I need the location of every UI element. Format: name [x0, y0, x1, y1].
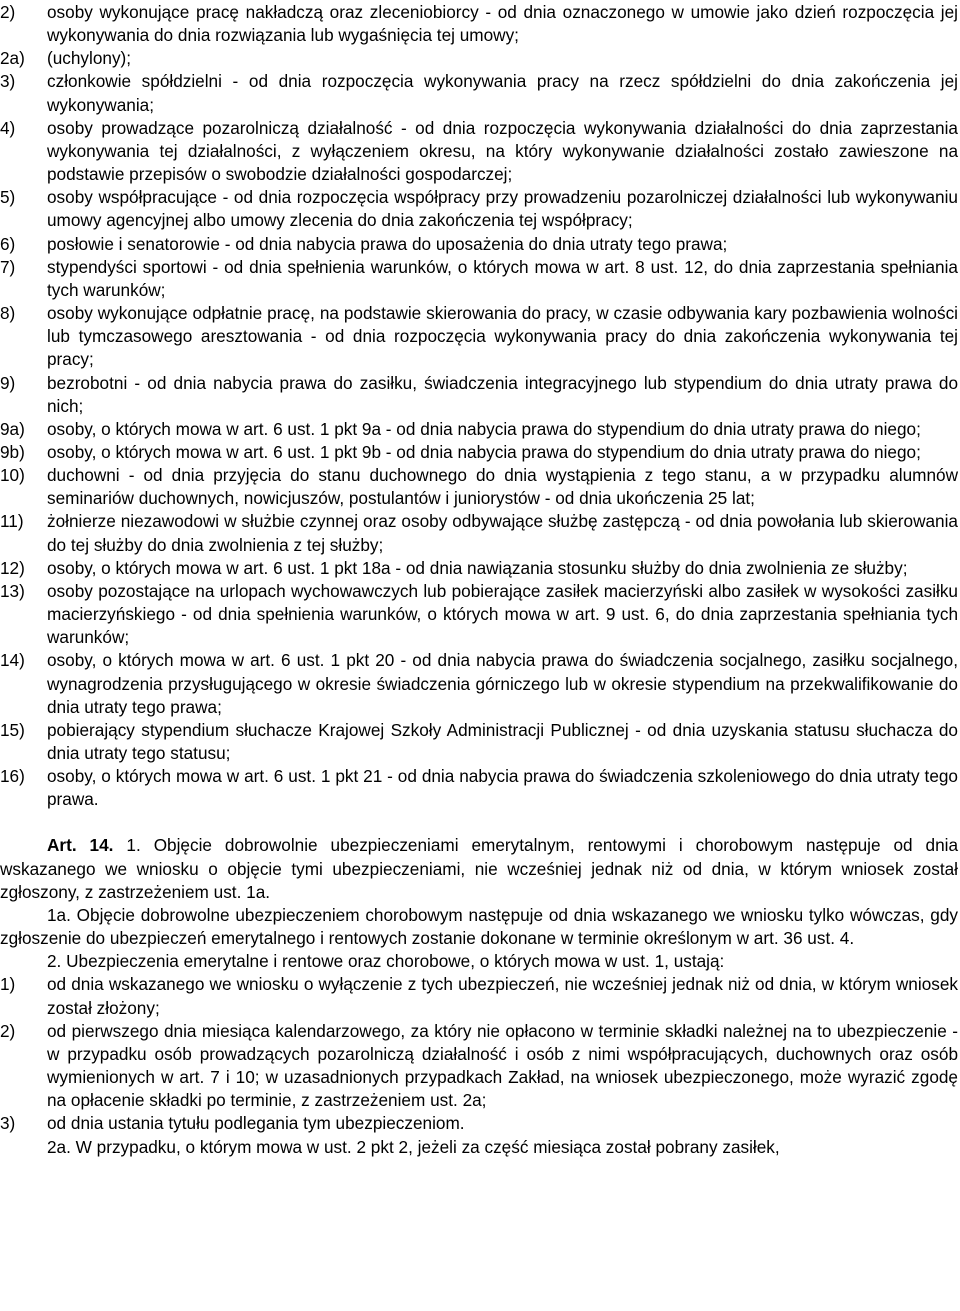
list-item: [0, 510, 960, 556]
item-number: 1): [0, 974, 16, 995]
item-text: członkowie spółdzielni - od dnia rozpoczęcia wykonywania pracy na rzecz spółdzielni do dnia zakończenia jej wykonywania;: [47, 71, 958, 115]
list-item: [0, 580, 960, 649]
item-text: (uchylony);: [47, 48, 132, 69]
paragraph-spacer: [0, 811, 960, 834]
list-item: [0, 256, 960, 302]
list-b: [0, 973, 960, 1135]
item-number: 2): [0, 2, 16, 22]
item-number: 5): [0, 187, 16, 208]
item-number: 2): [0, 1020, 16, 1041]
item-number: 3): [0, 1113, 16, 1134]
item-text: od dnia ustania tytułu podlegania tym ubezpieczeniom.: [47, 1113, 465, 1134]
list-item: [0, 765, 960, 811]
item-number: 14): [0, 650, 25, 671]
item-text: od dnia wskazanego we wniosku o wyłączenie z tych ubezpieczeń, nie wcześniej jednak niż od dnia, w którym wniosek został złożony;: [47, 974, 958, 1018]
list-item: [0, 649, 960, 718]
item-text: osoby wykonujące odpłatnie pracę, na podstawie skierowania do pracy, w czasie odbywania kary pozbawienia wolności lub tymczasowego aresztowania - od dnia rozpoczęcia wykonywania pracy do dnia zakończenia wykonywania tej pracy;: [47, 303, 958, 370]
item-text: osoby, o których mowa w art. 6 ust. 1 pkt 18a - od dnia nawiązania stosunku służby do dnia zwolnienia ze służby;: [47, 557, 908, 578]
list-item: [0, 302, 960, 371]
list-item: [0, 372, 960, 418]
item-number: 15): [0, 719, 25, 740]
item-text: żołnierze niezawodowi w służbie czynnej oraz osoby odbywające służbę zastępczą - od dnia powołania lub skierowania do tej służby do dnia zwolnienia z tej służby;: [47, 511, 958, 555]
item-number: 9b): [0, 441, 25, 462]
list-item: [0, 719, 960, 765]
item-number: 6): [0, 233, 16, 254]
list-item: [0, 186, 960, 232]
article-heading: Art. 14.: [47, 835, 114, 856]
item-text: stypendyści sportowi - od dnia spełnienia warunków, o których mowa w art. 8 ust. 12, do dnia zaprzestania spełniania tych warunków;: [47, 256, 958, 300]
list-item: [0, 464, 960, 510]
list-item: [0, 973, 960, 1019]
item-text: od pierwszego dnia miesiąca kalendarzowego, za który nie opłacono w terminie składki należnej na to ubezpieczenie - w przypadku osób prowadzących pozarolniczą działalność i osób z nimi współpracujących, duchownych oraz osób wymienionych w art. 7 i 10; w uzasadnionych przypadkach Zakład, na wniosek ubezpieczonego, może wyrazić zgodę na opłacenie składki po terminie, z zastrzeżeniem ust. 2a;: [47, 1020, 958, 1111]
item-text: osoby, o których mowa w art. 6 ust. 1 pkt 9b - od dnia nabycia prawa do stypendium do dnia utraty prawa do niego;: [47, 441, 921, 462]
list-item: [0, 1020, 960, 1113]
list-item: [0, 1, 960, 47]
list-item: [0, 233, 960, 256]
item-text: duchowni - od dnia przyjęcia do stanu duchownego do dnia wystąpienia z tego stanu, a w przypadku alumnów seminariów duchownych, nowicjuszów, postulantów i juniorystów - od dnia ukończenia 25 lat;: [47, 465, 958, 509]
item-number: 2a): [0, 48, 25, 69]
item-number: 4): [0, 117, 16, 138]
item-text: osoby, o których mowa w art. 6 ust. 1 pkt 20 - od dnia nabycia prawa do świadczenia socjalnego, zasiłku socjalnego, wynagrodzenia przysługującego w okresie świadczenia górniczego lub w okresie stypendium na przekwalifikowanie do dnia utraty tego prawa;: [47, 650, 958, 717]
item-number: 7): [0, 256, 16, 277]
item-number: 13): [0, 580, 25, 601]
item-text: posłowie i senatorowie - od dnia nabycia prawa do uposażenia do dnia utraty tego prawa;: [47, 233, 728, 254]
list-item: [0, 117, 960, 186]
art14-paragraph-1a: 1a. Objęcie dobrowolne ubezpieczeniem chorobowym następuje od dnia wskazanego we wniosku tylko wówczas, gdy zgłoszenie do ubezpieczeń emerytalnego i rentowych zostanie dokonane w terminie określonym w art. 36 ust. 4.: [0, 904, 958, 949]
art14-paragraph-2: 2. Ubezpieczenia emerytalne i rentowe oraz chorobowe, o których mowa w ust. 1, ustają:: [47, 951, 725, 972]
list-item: [0, 47, 960, 70]
item-number: 9): [0, 372, 16, 393]
list-a: [0, 1, 960, 811]
paragraph-number: 1.: [126, 835, 141, 856]
item-text: osoby współpracujące - od dnia rozpoczęcia współpracy przy prowadzeniu pozarolniczej działalności lub wykonywaniu umowy agencyjnej albo umowy zlecenia do dnia zakończenia tej współpracy;: [47, 187, 958, 231]
item-number: 12): [0, 557, 25, 578]
art14-paragraph-2a: 2a. W przypadku, o którym mowa w ust. 2 pkt 2, jeżeli za część miesiąca został pobrany zasiłek,: [47, 1136, 780, 1157]
item-text: osoby prowadzące pozarolniczą działalność - od dnia rozpoczęcia wykonywania działalności do dnia zaprzestania wykonywania tej działalności, z wyłączeniem okresu, na który wykonywanie działalności zostało zawieszone na podstawie przepisów o swobodzie działalności gospodarczej;: [47, 117, 958, 185]
item-number: 3): [0, 71, 16, 92]
list-item: [0, 441, 960, 464]
art14-paragraph-1: [0, 834, 960, 903]
item-text: osoby, o których mowa w art. 6 ust. 1 pkt 9a - od dnia nabycia prawa do stypendium do dnia utraty prawa do niego;: [47, 418, 921, 439]
list-item: [0, 70, 960, 116]
document-page: [0, 1, 960, 1159]
item-text: pobierający stypendium słuchacze Krajowej Szkoły Administracji Publicznej - od dnia uzyskania statusu słuchacza do dnia utraty tego statusu;: [47, 719, 958, 763]
item-number: 10): [0, 465, 25, 486]
item-text: osoby pozostające na urlopach wychowawczych lub pobierające zasiłek macierzyński albo zasiłek w wysokości zasiłku macierzyńskiego - od dnia spełnienia warunków, o których mowa w art. 9 ust. 6, do dnia zaprzestania spełniania tych warunków;: [47, 580, 958, 648]
item-text: bezrobotni - od dnia nabycia prawa do zasiłku, świadczenia integracyjnego lub stypendium do dnia utraty prawa do nich;: [47, 372, 958, 416]
item-number: 16): [0, 766, 25, 787]
item-number: 9a): [0, 418, 25, 439]
list-item: [0, 557, 960, 580]
list-item: [0, 1112, 960, 1135]
list-item: [0, 418, 960, 441]
item-text: osoby wykonujące pracę nakładczą oraz zleceniobiorcy - od dnia oznaczonego w umowie jako dzień rozpoczęcia jej wykonywania do dnia rozwiązania lub wygaśnięcia tej umowy;: [47, 2, 958, 46]
item-number: 8): [0, 303, 16, 324]
item-text: osoby, o których mowa w art. 6 ust. 1 pkt 21 - od dnia nabycia prawa do świadczenia szkoleniowego do dnia utraty tego prawa.: [47, 766, 958, 810]
item-number: 11): [0, 511, 24, 532]
paragraph-text: Objęcie dobrowolnie ubezpieczeniami emerytalnym, rentowymi i chorobowym następuje od dnia wskazanego we wniosku o objęcie tymi ubezpieczeniami, nie wcześniej jednak niż od dnia, w którym wniosek został zgłoszony, z zastrzeżeniem ust. 1a.: [0, 835, 959, 902]
